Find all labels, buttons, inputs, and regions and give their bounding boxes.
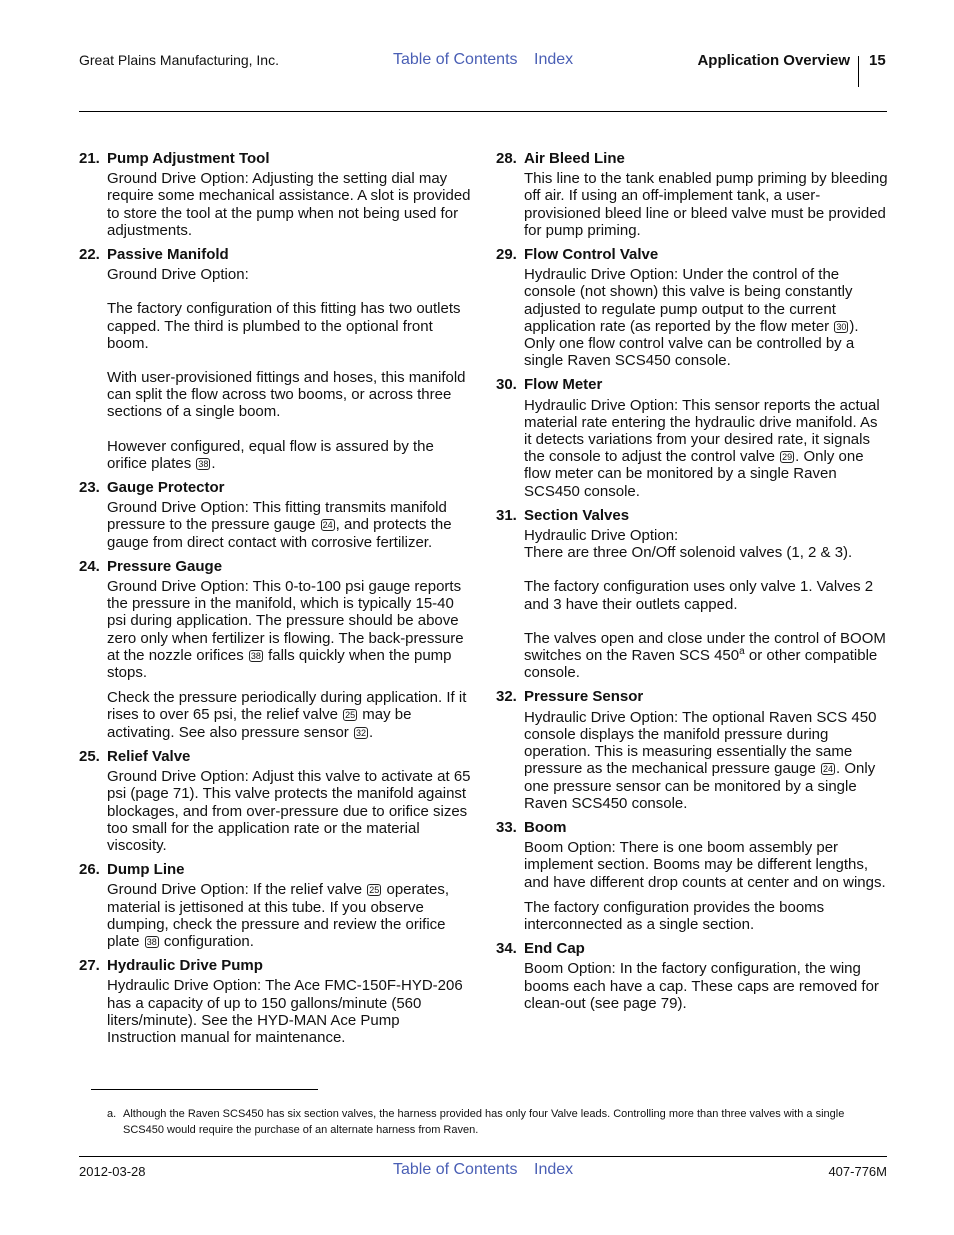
item-text: This line to the tank enabled pump priming by bleeding off air. If using an off-implement tank, a user-provisioned bleed line or bleed valve must be provided for pump priming.	[524, 170, 888, 239]
list-item	[496, 150, 888, 239]
item-title: Flow Control Valve	[524, 246, 659, 264]
item-text: The factory configuration provides the booms interconnected as a single section.	[524, 898, 825, 933]
footer-rule	[79, 1156, 887, 1157]
item-title: Pump Adjustment Tool	[107, 150, 270, 167]
item-number: 29.	[496, 246, 517, 264]
list-item	[79, 748, 471, 854]
item-text: With user-provisioned fittings and hoses, this manifold can split the flow across two booms, or across three sections of a single boom.	[107, 369, 466, 421]
item-number: 32.	[496, 688, 517, 706]
item-number: 26.	[79, 861, 100, 879]
item-text: However configured, equal flow is assured by the orifice plates 38 .	[107, 437, 434, 472]
item-title: Passive Manifold	[107, 246, 229, 264]
list-item	[496, 819, 888, 933]
item-text: Hydraulic Drive Option: The Ace FMC-150F-HYD-206 has a capacity of up to 150 gallons/minute (560 liters/minute). See the HYD-MAN Ace Pump Instruction manual for maintenance.	[107, 977, 463, 1046]
item-text: Check the pressure periodically during application. If it rises to over 65 psi, the relief valve 25 may be activating. See also pressure sensor 32 .	[107, 689, 467, 741]
list-item	[496, 940, 888, 1012]
item-number: 21.	[79, 150, 100, 167]
callout-number-icon: 24	[322, 520, 333, 531]
item-text: Ground Drive Option: Adjusting the setting dial may require some mechanical assistance. A slot is provided to store the tool at the pump when not being used for adjustments.	[107, 170, 471, 239]
item-title: Gauge Protector	[107, 479, 225, 497]
item-text: Ground Drive Option: This fitting transmits manifold pressure to the pressure gauge 24 , and protects the gauge from direct contact with corrosive fertilizer.	[107, 499, 452, 551]
list-item	[496, 688, 888, 811]
item-text: The factory configuration of this fitting has two outlets capped. The third is plumbed to the optional front boom.	[107, 300, 461, 352]
item-text: Ground Drive Option: Adjust this valve to activate at 65 psi (page 71). This valve protects the manifold against blockages, and from over-pressure due to orifice sizes too small for the application rate or the material viscosity.	[107, 768, 471, 854]
item-number: 28.	[496, 150, 517, 167]
callout-number-icon: 25	[345, 710, 356, 721]
item-number: 25.	[79, 747, 100, 765]
header-divider	[858, 56, 859, 87]
item-text: Boom Option: There is one boom assembly per implement section. Booms may be different lengths, and have different drop counts at center and on wings.	[524, 839, 886, 891]
callout-number-icon: 38	[146, 936, 157, 947]
item-title: Dump Line	[107, 861, 185, 879]
item-number: 23.	[79, 479, 100, 497]
item-number: 33.	[496, 818, 517, 836]
item-text: Hydraulic Drive Option: Under the control of the console (not shown) this valve is being constantly adjusted to regulate pump output to the current application rate (as reported by the flow meter 30 ). Only one flow control valve can be controlled by a single Raven SCS450 console.	[524, 266, 859, 370]
item-text: Ground Drive Option:	[107, 266, 249, 284]
item-title: Pressure Gauge	[107, 557, 223, 575]
list-item	[496, 507, 888, 682]
callout-number-icon: 32	[355, 727, 366, 738]
item-text: The valves open and close under the control of BOOM switches on the Raven SCS 450$^a$ or other compatible console.	[524, 629, 886, 682]
item-text: Ground Drive Option: This 0-to-100 psi gauge reports the pressure in the manifold, which is typically 15-40 psi during application. The pressure should be above zero only when fertilizer is flowing. The back-pressure at the nozzle orifices 38 falls quickly when the pump stops.	[107, 578, 464, 682]
footnote-marker: a	[739, 646, 745, 658]
item-title: Flow Meter	[524, 376, 603, 394]
item-title: Section Valves	[524, 506, 630, 524]
list-item	[79, 558, 471, 741]
table-of-contents-link[interactable]: Table of Contents	[393, 1161, 518, 1178]
item-number: 27.	[79, 957, 100, 975]
item-title: Boom	[524, 818, 567, 836]
footnote-rule	[91, 1089, 318, 1090]
item-number: 30.	[496, 376, 517, 394]
item-number: 31.	[496, 506, 517, 524]
item-number: 22.	[79, 246, 100, 264]
list-item	[79, 861, 471, 950]
footnote-mark: a.	[107, 1108, 117, 1120]
callout-number-icon: 30	[836, 321, 847, 332]
item-title: Relief Valve	[107, 747, 191, 765]
list-item	[79, 479, 471, 551]
callout-number-icon: 24	[823, 764, 834, 775]
list-item	[496, 246, 888, 369]
list-item	[79, 957, 471, 1046]
company-name: Great Plains Manufacturing, Inc.	[79, 52, 279, 68]
publication-date: 2012-03-28	[79, 1164, 146, 1179]
item-number: 34.	[496, 940, 517, 958]
index-link[interactable]: Index	[534, 51, 574, 68]
item-text: Hydraulic Drive Option: The optional Raven SCS 450 console displays the manifold pressure during operation. This is measuring essentially the same pressure as the mechanical pressure gauge 24 . Only one pressure sensor can be monitored by a single Raven SCS450 console.	[524, 708, 877, 812]
item-text: Boom Option: In the factory configuration, the wing booms each have a cap. These caps are removed for clean-out (see page 79).	[524, 960, 879, 1012]
callout-number-icon: 38	[198, 458, 209, 469]
section-title: Application Overview	[697, 52, 850, 69]
item-title: Air Bleed Line	[524, 150, 625, 167]
table-of-contents-link[interactable]: Table of Contents	[393, 51, 518, 68]
list-item	[496, 376, 888, 499]
left-column	[79, 150, 471, 1053]
item-text: The factory configuration uses only valve 1. Valves 2 and 3 have their outlets capped.	[524, 578, 874, 613]
index-link[interactable]: Index	[534, 1161, 574, 1178]
callout-number-icon: 29	[782, 452, 793, 463]
item-number: 24.	[79, 557, 100, 575]
item-text: Hydraulic Drive Option: This sensor reports the actual material rate entering the hydraulic drive manifold. As it detects variations from your desired rate, it signals the console to adjust the control valve 29 . Only one flow meter can be monitored by a single Raven SCS450 console.	[524, 396, 880, 500]
item-title: Pressure Sensor	[524, 688, 644, 706]
footnote-text: Although the Raven SCS450 has six section valves, the harness provided has only four Valve leads. Controlling more than three valves with a single SCS450 would require the purchase of an alternate harness from Raven.	[123, 1108, 845, 1136]
page-number: 15	[869, 52, 886, 69]
document-number: 407-776M	[828, 1164, 887, 1179]
item-title: End Cap	[524, 940, 585, 958]
header-rule	[79, 111, 887, 112]
item-text: Hydraulic Drive Option: There are three On/Off solenoid valves (1, 2 & 3).	[524, 527, 853, 562]
right-column	[496, 150, 888, 1019]
footnote	[107, 1106, 847, 1138]
item-title: Hydraulic Drive Pump	[107, 957, 263, 975]
callout-number-icon: 38	[250, 650, 261, 661]
item-text: Ground Drive Option: If the relief valve 25 operates, material is jettisoned at this tube. If you observe dumping, check the pressure and review the orifice plate 38 configuration.	[107, 881, 450, 950]
list-item	[79, 150, 471, 239]
callout-number-icon: 25	[369, 885, 380, 896]
list-item	[79, 246, 471, 472]
